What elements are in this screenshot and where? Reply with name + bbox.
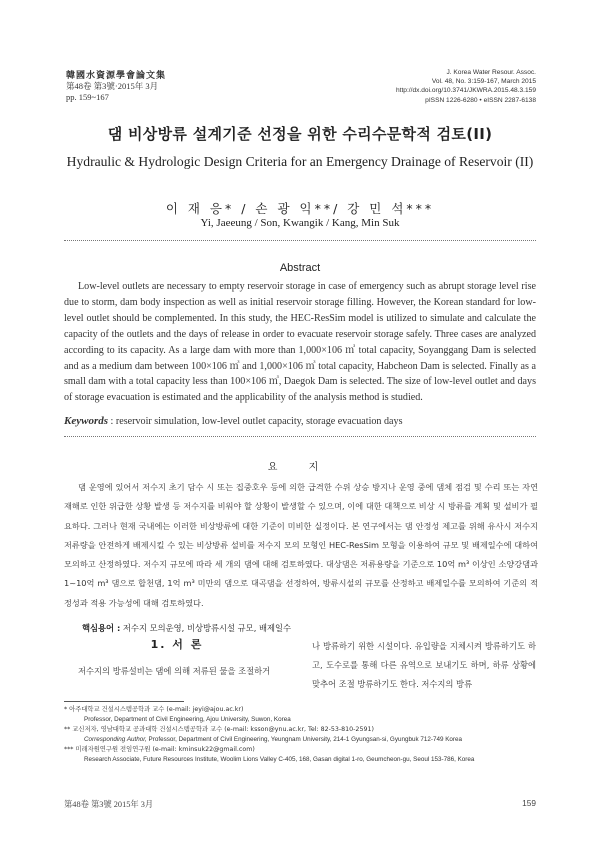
journal-header-left	[66, 70, 166, 103]
keywords-label: Keywords	[64, 415, 108, 427]
footnote-1-lead: * 아주대학교 건설시스템공학과 교수 (e-mail: jeyi@ajou.ac.kr)	[64, 706, 244, 713]
keywords-korean-label: 핵심용어 :	[82, 623, 121, 633]
doi-link[interactable]: http://dx.doi.org/10.3741/JKWRA.2015.48.3.159	[395, 87, 536, 95]
footnote-1-detail: Professor, Department of Civil Engineering, Ajou University, Suwon, Korea	[84, 715, 291, 723]
intro-right-column: 나 방류하기 위한 시설이다. 유입량을 지체시켜 방류하기도 하고, 도수로를 통해 다른 유역으로 보내기도 하며, 하류 상황에 맞추어 조절 방류하기도 한다. 저수지의 방류	[312, 641, 536, 689]
keywords-korean	[82, 622, 291, 634]
summary-text: 댐 운영에 있어서 저수지 초기 담수 시 또는 집중호우 등에 의한 급격한 수위 상승 방지나 운영 중에 댐체 점검 및 수리 또는 자연재해로 인한 위급한 상황 발생 등 저수지를 비워야 할 상황이 발생할 수 있으며, 이에 대한 대책으로 비상 시 방류를 계획 및 설비가 필요하다. 그러나 현재 국내에는 이러한 비상방류에 대한 기준이 미비한 실정이다. 본 연구에서는 댐 안정성 제고를 위해 유사시 저수지 저류량을 안전하게 배제시킬 수 있는 비상방류 설비를 저수지 모의 모형인 HEC-ResSim 모형을 이용하여 규모 및 배제일수에 대하여 모의하고 산정하였다. 저수지 규모에 따라 세 개의 댐에 대해 검토하였다. 대상댐은 저류용량을 기준으로 10억 m³ 이상인 소양강댐과 1~10억 m³ 댐으로 합천댐, 1억 m³ 미만의 댐으로 대곡댐을 선정하여, 방류시설의 규모를 산정하고 배제일수를 모의하여 기준의 적정성과 적용 가능성에 대해 검토하였다.	[64, 482, 538, 608]
footnote-2-detail	[64, 735, 544, 745]
journal-name-korean: 韓國水資源學會論文集	[66, 70, 167, 80]
intro-left-column: 저수지의 방류설비는 댐에 의해 저류된 물을 조절하거	[78, 666, 271, 676]
divider-middle	[64, 436, 536, 437]
keywords-english	[64, 415, 536, 427]
issn: pISSN 1226-6280 • eISSN 2287-6138	[425, 96, 536, 104]
abstract-text: Low-level outlets are necessary to empty reservoir storage in case of emergency such as abrupt storage level rise due to storm, dam body inspection as well as initial reservoir storage filling. However, the Korean standard for low-level outlet should be complemented. In this study, the HEC-ResSim model is utilized to simulate and calculate the capacity of the outlets and the days of release in order to evacuate reservoir storage safely. Three cases are analyzed according to its capacity. As a large dam with more than 1,000×106 ㎥ total capacity, Soyanggang Dam is selected and as a medium dam between 100×106 ㎥ and 1,000×106 ㎥ total capacity, Habcheon Dam is selected. Finally as a small dam with a total capacity less than 100×106 ㎥, Daegok Dam is selected. The size of low-level outlet and days of storage evacuation is estimated and the applicability of the analysis method is studied.	[64, 281, 536, 404]
abstract-heading: Abstract	[279, 262, 321, 274]
authors-english: Yi, Jaeeung / Son, Kwangik / Kang, Min Suk	[200, 217, 400, 229]
volume-english: Vol. 48, No. 3:159-167, March 2015	[431, 78, 536, 86]
keywords-text: : reservoir simulation, low-level outlet capacity, storage evacuation days	[110, 416, 403, 427]
footer-volume: 第48卷 第3號 2015年 3月	[64, 800, 154, 809]
summary-heading: 요 지	[267, 462, 333, 473]
footnotes	[64, 705, 544, 764]
divider-top	[64, 240, 536, 241]
authors-korean: 이 재 응* / 손 광 익**/ 강 민 석***	[165, 201, 435, 216]
keywords-korean-text: 저수지 모의운영, 비상방류시설 규모, 배제일수	[122, 623, 292, 633]
summary-body	[64, 478, 538, 613]
page-number: 159	[522, 798, 536, 808]
footnote-2-lead: ** 교신저자, 영남대학교 공과대학 건설시스템공학과 교수 (e-mail: ksson@ynu.ac.kr, Tel: 82-53-810-2591)	[64, 725, 374, 733]
section-heading-introduction: 1. 서 론	[150, 638, 204, 651]
footnote-3-lead: *** 미래자원연구원 전임연구원 (e-mail: kminsuk22@gmail.com)	[64, 745, 255, 753]
journal-header-right	[396, 68, 536, 105]
title-korean: 댐 비상방류 설계기준 선정을 위한 수리수문학적 검토(II)	[107, 125, 493, 143]
footnote-rule	[64, 701, 184, 702]
footnote-2-detail-text: Professor, Department of Civil Engineering, Yeungnam University, 214-1 Gyungsan-si, Gyungbuk 712-749 Korea	[148, 735, 463, 743]
volume-korean: 第48卷 第3號·2015年 3月	[66, 81, 159, 91]
footnote-2-italic: Corresponding Author,	[84, 735, 147, 743]
footnote-3-detail: Research Associate, Future Resources Institute, Woolim Lions Valley C-405, 168, Gasan digital 1-ro, Geumcheon-gu, Seoul 153-786, Korea	[84, 755, 475, 763]
title-english: Hydraulic & Hydrologic Design Criteria for an Emergency Drainage of Reservoir (II)	[66, 154, 534, 169]
abstract-body	[64, 279, 536, 406]
page-range: pp. 159~167	[66, 92, 109, 102]
journal-name-english: J. Korea Water Resour. Assoc.	[446, 69, 536, 76]
